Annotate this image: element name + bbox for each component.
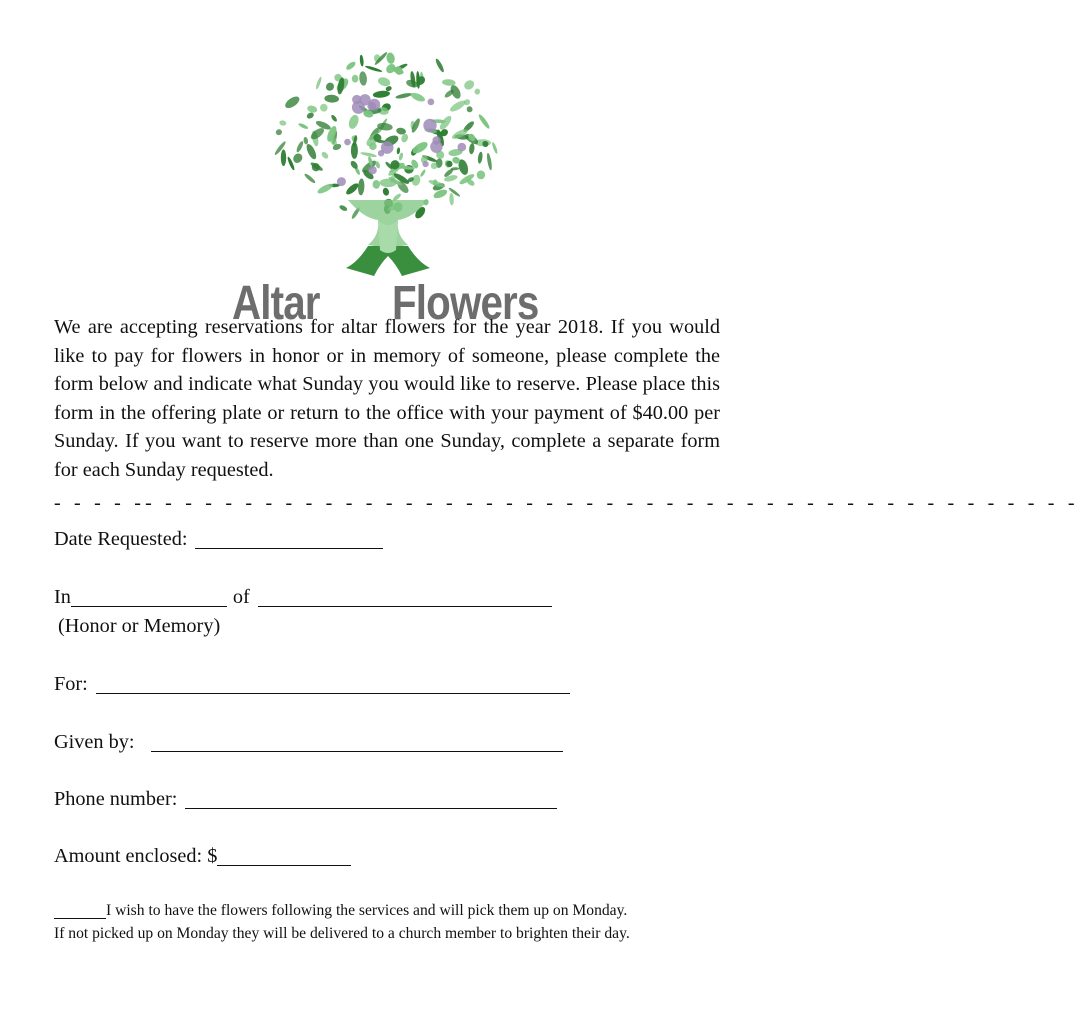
honor-memory-hint: (Honor or Memory)	[58, 615, 221, 637]
for-field[interactable]	[96, 672, 570, 694]
date-requested-label: Date Requested:	[54, 528, 188, 550]
honor-memory-hint-row	[58, 613, 220, 639]
honoree-name-field[interactable]	[258, 585, 552, 607]
phone-number-field[interactable]	[185, 787, 557, 809]
for-row	[54, 671, 570, 697]
date-requested-row	[54, 526, 383, 552]
given-by-field[interactable]	[151, 730, 563, 752]
pickup-option-text: I wish to have the flowers following the services and will pick them up on Monday.	[106, 902, 628, 919]
honor-or-memory-field[interactable]	[71, 585, 227, 607]
logo-word-altar: Altar	[232, 277, 320, 330]
given-by-row	[54, 729, 563, 755]
for-label: For:	[54, 673, 88, 695]
given-by-label: Given by:	[54, 731, 135, 753]
in-honor-row	[54, 584, 552, 610]
logo-word-flowers: Flowers	[392, 277, 539, 330]
intro-paragraph: We are accepting reservations for altar flowers for the year 2018. If you would like to pay for flowers in honor or in memory of someone, please complete the form below and indicate what Sunday you would like to reserve. Please place this form in the offering plate or return to the office with your payment of $40.00 per Sunday. If you want to reserve more than one Sunday, complete a separate form for each Sunday requested.	[54, 316, 720, 481]
pickup-option-row	[54, 900, 627, 922]
date-requested-field[interactable]	[195, 527, 383, 549]
flower-bouquet-icon	[228, 50, 558, 282]
delivery-note-row	[54, 923, 630, 945]
altar-flowers-logo	[228, 50, 558, 330]
phone-number-label: Phone number:	[54, 788, 178, 810]
amount-enclosed-field[interactable]	[217, 844, 351, 866]
phone-number-row	[54, 786, 557, 812]
delivery-note-text: If not picked up on Monday they will be delivered to a church member to brighten their day.	[54, 925, 630, 942]
in-label: In	[54, 586, 71, 608]
pickup-checkbox-blank[interactable]	[54, 901, 106, 919]
cut-line-divider: - - - - -- - - - - - - - - - - - - - - - - - - - - - - - - - - - - - - - - - - - - - - - - - - - - - -	[54, 492, 1079, 514]
amount-enclosed-label: Amount enclosed: $	[54, 845, 218, 867]
amount-enclosed-row	[54, 843, 351, 869]
of-label: of	[232, 586, 250, 608]
